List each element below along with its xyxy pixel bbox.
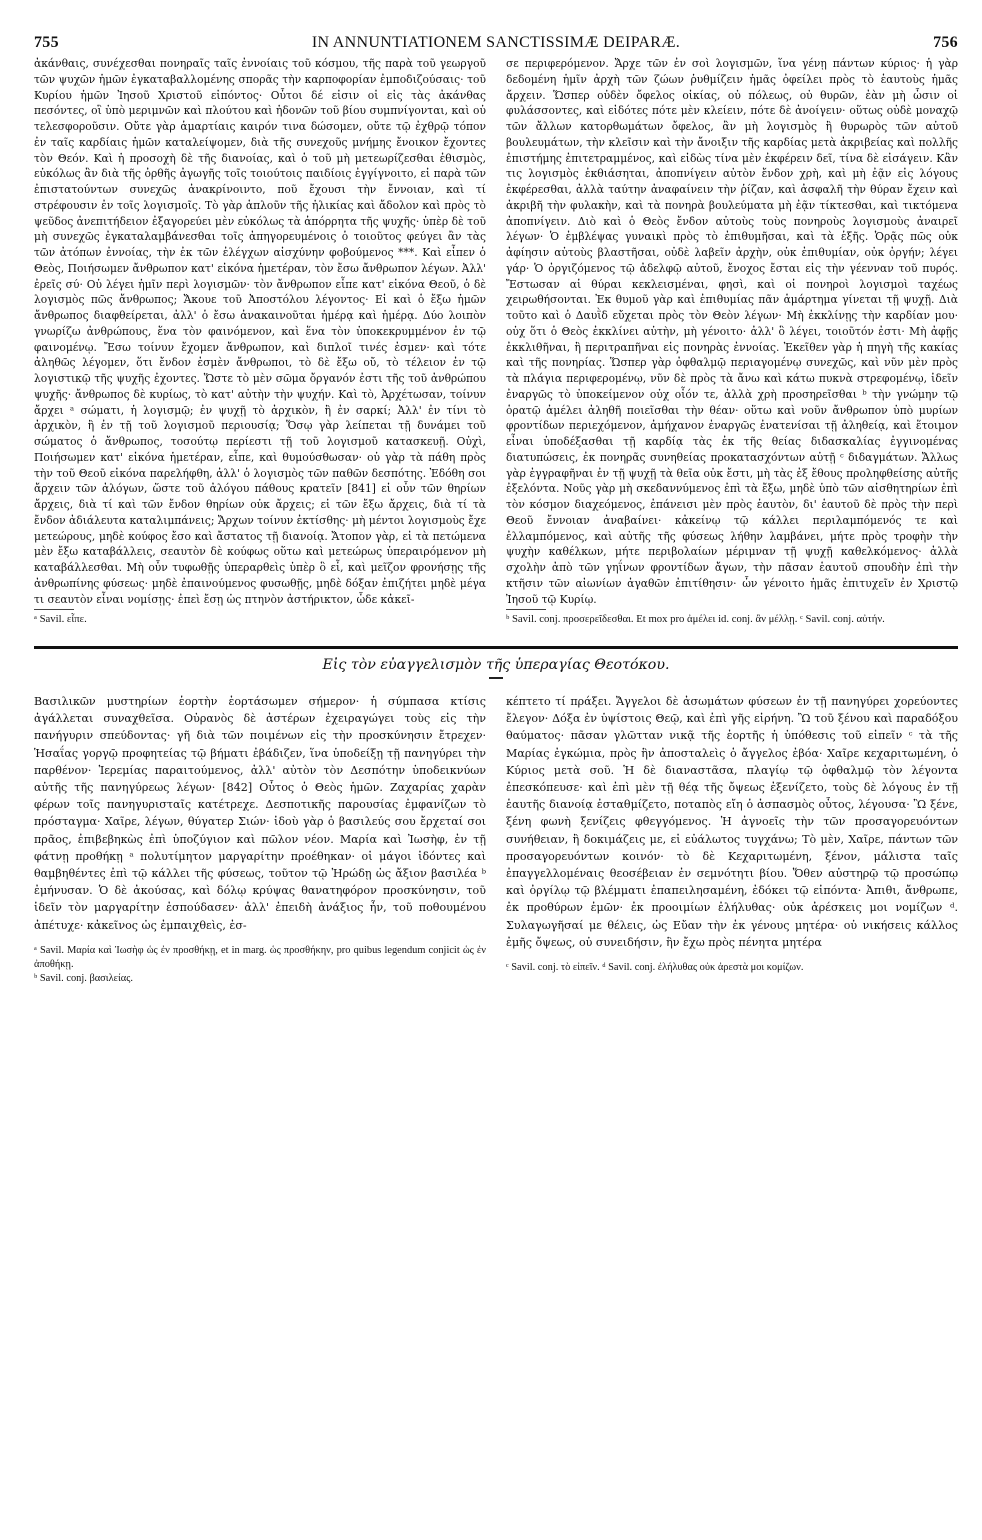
footnotes: [34, 944, 486, 986]
title-ornament-dash: [489, 677, 503, 679]
footnote-divider: [34, 609, 74, 610]
column-right: [506, 693, 958, 986]
page-number-left: 755: [34, 34, 59, 51]
body-text: κέπτετο τί πράξει. Ἄγγελοι δὲ ἀσωμάτων φύσεων ἐν τῇ πανηγύρει χορεύοντες ἔλεγον· Δόξα ἐν ὑψίστοις Θεῷ, καὶ ἐπὶ γῆς εἰρήνη. Ὢ τοῦ ξένου καὶ παραδόξου θαύματος· πᾶσαν γλῶτταν νικᾷ τῆς ἑορτῆς ἡ ὑπόθεσις τοῦ εἰπεῖν ᶜ τὰ τῆς Μαρίας ἐγκώμια, πρὸς ἣν ἀποσταλεὶς ὁ ἄγγελος ἐβόα· Χαῖρε κεχαριτωμένη, ὁ Κύριος μετὰ σοῦ. Ἡ δὲ διαναστᾶσα, πλαγίῳ τῷ ὀφθαλμῷ τὸν λέγοντα ἐπεσκόπευσε· καὶ ἐπὶ μὲν τῇ θέᾳ τῆς ὄψεως ἐξενίζετο, τοὺς δὲ λόγους ἐν τῇ ἑαυτῆς διανοίᾳ ἐσταθμίζετο, ποταπὸς εἴη ὁ ἀσπασμὸς οὗτος, λέγουσα· Ὢ ξένε, ξένη φωνὴ ξενίζεις φθεγγόμενος. Ἡ ἀγνοεῖς τὴν τῶν προσαγορευόντων συνήθειαν, ἢ δοκιμάζεις με, εἰ εὐάλωτος τυγχάνω; Τὸ μὲν, Χαῖρε, πάντων τῶν προσαγορευόντων κοινόν· τὸ δὲ Κεχαριτωμένη, ξένον, μάλιστα ταῖς ἐπαγγελλομέναις θεοσέβειαν ἐν σεμνότητι βίου. Ὅθεν αὐστηρῷ τῷ προσώπῳ καὶ ὀργίλῳ τῷ βλέμματι ἐπαπειλησαμένη, ἐδόκει τῷ εἰπόντα· Ἀπιθι, ἄνθρωπε, ἐκ προθύρων ἐμῶν· ἐκ προοιμίων ἐλήλυθας· οὐκ ἀρέσκεις μοι νομίζων ᵈ. Συλαγωγῆσαί με θέλεις, ὡς Εὔαν τὴν ἐκ γένους μητέρα· οὐ νικήσεις κάλλος ἐμῆς ὄψεως, οὐ συνειδήσιν, ἣν ἔχω πρὸς πένητα μητέρα: [506, 695, 958, 949]
footnote-divider: [506, 609, 546, 610]
bottom-columns: [34, 693, 958, 986]
body-text: σε περιφερόμενον. Ἄρχε τῶν ἐν σοὶ λογισμῶν, ἵνα γένῃ πάντων κύριος· ἡ γὰρ δεδομένη ἡμῖν ἀρχὴ τῶν ζώων ῥυθμίζειν ἡμᾶς ὀφείλει πρὸς τὸ ἑαυτοὺς ἡμᾶς ἄρχειν. Ὥσπερ οὐδὲν ὄφελος οἰκίας, οὐ πόλεως, οὐ θυρῶν, ἐὰν μὴ ὦσιν οἱ φυλάσσοντες, καὶ εἰδότες πότε μὲν κλείειν, πότε δὲ ἀνοίγειν· οὕτως οὐδὲ μοναχῷ τῶν ἄλλων κατορθωμάτων ὄφελος, ἂν μὴ λογισμὸς ἢ θυρωρὸς τῶν αὐτοῦ βουλευμάτων, τὴν κλεῖσιν καὶ τὴν ἄνοιξιν τῆς καρδίας μετὰ ἀκριβείας καὶ πολλῆς ἐπιστήμης ἐπιτετραμμένος, καὶ εἰδὼς τίνα μὲν ἐκφέρειν δεῖ, τίνα δὲ εἰσάγειν. Κἂν τις λογισμὸς ἐκθιάσηται, ἀποπνίγειν αὐτὸν ἔνδον χρὴ, καὶ μὴ ἐᾷν εἰς λόγους ἐκφέρεσθαι, ἀλλὰ ταύτην ἀναφαίνειν τὴν ῥίζαν, καὶ ἀσφαλῆ τὴν θύραν ἔχειν καὶ ἀκριβῆ τὴν φυλακὴν, καὶ τὰ πονηρὰ βουλεύματα μὴ ἐᾷν τίκτεσθαι, καὶ τικτόμενα ἀποπνίγειν. Διὸ καὶ ὁ Θεὸς ἔνδον αὐτοὺς τοὺς πονηροὺς λογισμοὺς ἀναιρεῖ λέγων· Ὁ ἐμβλέψας γυναικὶ πρὸς τὸ ἐπιθυμῆσαι, καὶ τὰ ἑξῆς. Ὁρᾷς πῶς οὐκ ἀφίησιν αὐτοὺς βλαστῆσαι, οὐδὲ λαβεῖν ἀρχὴν, οὐκ ἐπιθυμίαν, οὐκ ὀργήν; λέγει γάρ· Ὁ ὀργιζόμενος τῷ ἀδελφῷ αὐτοῦ, ἔνοχος ἔσται εἰς τὴν γέενναν τοῦ πυρός. Ἔστωσαν αἱ θύραι κεκλεισμέναι, φησὶ, καὶ οἱ πονηροὶ λογισμοὶ ταχέως χειρωθήσονται. Ἐκ θυμοῦ γὰρ καὶ ἐπιθυμίας πᾶν ἁμάρτημα γίνεται τῇ ψυχῇ. Διὰ τοῦτο καὶ ὁ Δαυῒδ εὔχεται πρὸς τὸν Θεὸν λέγων· Μὴ ἐκκλίνῃς τὴν καρδίαν μου· οὐχ ὅτι ὁ Θεὸς ἐκκλίνει αὐτὴν, μὴ γένοιτο· ἀλλ' ὃ λέγει, τοιοῦτόν ἐστι· Μὴ ἀφῇς ἐκκλιθῆναι, ἢ περιτραπῆναι εἰς πονηρὰς ἐννοίας. Ἐκεῖθεν γὰρ ἡ πηγὴ τῆς κακίας καὶ τῆς πονηρίας. Ὥσπερ γὰρ ὀφθαλμῷ περιαγομένῳ συνεχῶς, καὶ νῦν μὲν πρὸς τὰ πλάγια περιφερομένῳ, νῦν δὲ πρὸς τὰ ἄνω καὶ κάτω πυκνὰ στρεφομένῳ, ἰδεῖν ἐναργῶς τὸ ὑποκείμενον οὐχ οἷόν τε, ἀλλὰ χρὴ προσηρεῖσθαι ᵇ τὴν γνώμην τῷ ὁρατῷ ἀμέλει ἀληθῆ ποιεῖσθαι τὴν θέαν· οὕτω καὶ νοῦν ἄνθρωπον ὑπὸ μυρίων φροντίδων περιεχόμενον, ἀμήχανον ἐναργῶς ἐνατενίσαι τῇ ἀληθείᾳ, καὶ ἕτοιμον εἶναι ὑποδέξασθαι τῇ καρδίᾳ τὰς ἐκ τῆς θείας διδασκαλίας ἐγγινομένας διατυπώσεις, ἐκ πονηρᾶς συνηθείας προκατασχόντων αὐτῇ ᶜ διδαγμάτων. Ἄλλως γὰρ ἐγγραφῆναι ἐν τῇ ψυχῇ τὰ θεῖα οὐκ ἔστι, μὴ τὰς ἐξ ἔθους προληφθείσης αὐτῆς ἐξελόντα. Νοῦς γὰρ μὴ σκεδαννύμενος ἐπὶ τὰ ἔξω, μηδὲ ὑπὸ τῶν αἰσθητηρίων ἐπὶ τὸν κόσμον διαχεόμενος, ἐπάνεισι μὲν πρὸς ἑαυτὸν, δι' ἑαυτοῦ δὲ πρὸς τὴν περὶ Θεοῦ ἔννοιαν ἀναβαίνει· κἀκείνῳ τῷ κάλλει περιλαμπόμενός τε καὶ ἐλλαμπόμενος, καὶ αὐτῆς τῆς φύσεως λήθην λαμβάνει, μήτε πρὸς τροφὴν τὴν ψυχὴν καθέλκων, μήτε περιβολαίων μέριμναν τῇ ψυχῇ καθελκόμενος· ἀλλὰ σχολὴν ἀπὸ τῶν γηΐνων φροντίδων ἄγων, τὴν πᾶσαν ἑαυτοῦ σπουδὴν ἐπὶ τὴν κτῆσιν τῶν αἰωνίων ἀγαθῶν ἐπιτίθησιν· ὧν γένοιτο ἡμᾶς ἐπιτυχεῖν ἐν Χριστῷ Ἰησοῦ τῷ Κυρίῳ.: [506, 57, 958, 606]
footnote: ᵃ Savil. εἶπε.: [34, 613, 87, 626]
column-left: [34, 693, 486, 986]
footnotes: [506, 961, 958, 975]
column-right: [506, 56, 958, 628]
footnote: ᵃ Savil. Μαρία καὶ Ἰωσὴφ ὡς ἐν προσθήκῃ, et in marg. ὡς προσθήκην, pro quibus legendum conjicit ὡς ἐν ἀποθήκῃ.: [34, 944, 486, 970]
page-header: [34, 34, 958, 52]
running-title: IN ANNUNTIATIONEM SANCTISSIMÆ DEIPARÆ.: [311, 34, 681, 51]
footnote: ᶜ Savil. conj. τὸ εἰπεῖν. ᵈ Savil. conj. ἐλήλυθας οὐκ ἀρεστὰ μοι κομίζων.: [506, 962, 804, 974]
footnote: ᵇ Savil. conj. βασιλείας.: [34, 972, 133, 984]
page-number-right: 756: [933, 34, 958, 51]
column-left: [34, 56, 486, 628]
section-title: Εἰς τὸν εὐαγγελισμὸν τῆς ὑπεραγίας Θεοτόκου.: [322, 657, 670, 673]
section-rule: [34, 646, 958, 649]
footnote: ᵇ Savil. conj. προσερεῖδεσθαι. Et mox pro ἀμέλει id. conj. ἂν μέλλῃ. ᶜ Savil. conj. αὐτήν.: [506, 613, 885, 626]
body-text: ἀκάνθαις, συνέχεσθαι πονηραῖς ταῖς ἐννοίαις τοῦ κόσμου, τῆς παρὰ τοῦ γεωργοῦ τῶν ψυχῶν ἡμῶν ἐγκαταβαλλομένης σπορᾶς τὴν καρποφορίαν ἐμποδιζούσαις· τοῦ Κυρίου ἡμῶν Ἰησοῦ Χριστοῦ εἰπόντος· Οὗτοι δέ εἰσιν οἱ εἰς τὰς ἀκάνθας πεσόντες, οἳ ὑπὸ μεριμνῶν καὶ πλούτου καὶ ἡδονῶν τοῦ βίου συμπνίγονται, καὶ οὐ τελεσφοροῦσιν. Οὔτε γὰρ ἁμαρτίαις καιρόν τινα δώσομεν, οὔτε τῷ ἐχθρῷ τόπον ἐν ταῖς καρδίαις ἡμῶν καταλείψομεν, διὰ τῆς συνεχοῦς μνήμης ἔνοικον ἔχοντες τὸν Θεόν. Καὶ ἡ προσοχὴ δὲ τῆς διανοίας, καὶ ὁ τοῦ μὴ μετεωρίζεσθαι ἐθισμὸς, εὐκόλως ἂν διὰ τῆς ὀρθῆς ἀγωγῆς τοῖς τοιούτοις παιδίοις ἐγγίγνοιτο, εἰ παρὰ τῶν ἐπιστατούντων συνεχῶς ἀνακρίνοιντο, ποῦ ἔχουσι τὴν ἔννοιαν, καὶ τί στρέφουσιν ἐν τοῖς λογισμοῖς. Τὸ γὰρ ἁπλοῦν τῆς ἡλικίας καὶ ἄδολον καὶ πρὸς τὸ ψεῦδος ἀνεπιτήδειον ἐξαγορεύει μὲν εὐκόλως τὰ ἀπόρρητα τῆς ψυχῆς· ὑπὲρ δὲ τοῦ μὴ συνεχῶς ἐγκαταλαμβάνεσθαι τοῖς ἀπηγορευμένοις ὁ τοιοῦτος φεύγει ἂν τὰς τῶν ἀτόπων ἐννοίας, τὴν ἐκ τῶν ἐλέγχων αἰσχύνην φοβούμενος ***. Καὶ εἶπεν ὁ Θεὸς, Ποιήσωμεν ἄνθρωπον κατ' εἰκόνα ἡμετέραν, τὸν ἔσω ἄνθρωπον λέγων. Ἀλλ' ἐρεῖς σύ· Οὐ λέγει ἡμῖν περὶ λογισμῶν· τὸν ἄνθρωπον εἶπε κατ' εἰκόνα Θεοῦ, ὁ δὲ λογισμὸς πῶς ἄνθρωπος; Ἄκουε τοῦ Ἀποστόλου λέγοντος· Εἰ καὶ ὁ ἔξω ἡμῶν ἄνθρωπος διαφθείρεται, ἀλλ' ὁ ἔσω ἀνακαινοῦται ἡμέρᾳ καὶ ἡμέρᾳ. Δύο λοιπὸν γνωρίζω ἀνθρώπους, ἕνα τὸν φαινόμενον, καὶ ἕνα τὸν ὑποκεκρυμμένον ἐν τῷ φαινομένῳ. Ἔσω τοίνυν ἔχομεν ἄνθρωπον, καὶ διπλοῖ τινές ἐσμεν· καὶ τότε ἀληθῶς λέγομεν, ὅτι ἔνδον ἐσμὲν ἄνθρωποι, τὸ δὲ ἔξω οὔ, τὸ τέλειον ἐν τῷ λογιστικῷ τῆς ψυχῆς ἐχοντες. Ὥστε τὸ μὲν σῶμα ὄργανόν ἐστι τῆς τοῦ ἀνθρώπου ψυχῆς· ἄνθρωπος δὲ κυρίως, τὸ κατ' αὐτὴν τὴν ψυχήν. Καὶ τὸ, Ἀρχέτωσαν, τοίνυν ἄρχει ᵃ σώματι, ἡ λογισμῷ; ἐν ψυχῇ τὸ ἀρχικὸν, ἢ ἐν σαρκί; Ἀλλ' ἐν τίνι τὸ ἀρχικὸν, ἢ ἐν τῇ τοῦ λογισμοῦ περιουσίᾳ; Ὅσῳ γὰρ λείπεται τῇ δυνάμει τοῦ σώματος ὁ ἄνθρωπος, τοσούτῳ περίεστι τῇ τοῦ λογισμοῦ κατασκευῇ. Οὐχὶ, Ποιήσωμεν κατ' εἰκόνα ἡμετέραν, εἶπε, καὶ θυμούσθωσαν· οὐ γὰρ τὰ πάθη πρὸς τὴν τοῦ Θεοῦ εἰκόνα παρελήφθη, ἀλλ' ὁ λογισμὸς τῶν παθῶν δεσπότης. Ἐδόθη σοι ἄρχειν τῶν ἀλόγων, ὥστε τοῦ ἀλόγου πάθους κρατεῖν [841] εἰ οὖν τῶν θηρίων ἄρχεις, διὰ τί καὶ τῶν ἔνδον θηρίων οὐκ ἄρχεις; εἰ τῶν ἔξω ἄρχεις, διὰ τί τὰ ἔνδον ἀδιάλευτα καταλιμπάνεις; Ἄρχων τοίνυν ἐκτίσθης· μὴ μέντοι λογισμοὺς ἔχε μετεώρους, μηδὲ κούφος ἔσο καὶ ἄστατος τῇ διανοίᾳ. Ἄτοπον γὰρ, εἰ τὰ πετώμενα μὲν ἔξω καταβάλλεις, σεαυτὸν δὲ κούφως οὕτω καὶ μετεώρως ὑπεραιρόμενον μὴ καταβάλλεσθαι. Μὴ οὖν τυφωθῇς ὑπεραρθεὶς ὑπὲρ ὃ εἶ, καὶ μεῖζον φρονήσῃς τῆς ἀνθρωπίνης φύσεως· μηδὲ ἐπαινούμενος φυσωθῇς, μηδὲ δόξαν ἐπιζήτει μηδὲ μέγα τι σεαυτὸν εἶναι νομίσῃς· ἐπεὶ ἔσῃ ὡς πτηνὸν ἀστήρικτον, ὧδε κἀκεῖ-: [34, 57, 486, 606]
body-text: Βασιλικῶν μυστηρίων ἑορτὴν ἑορτάσωμεν σήμερον· ἡ σύμπασα κτίσις ἀγάλλεται συναχθεῖσα. Οὐρανὸς δὲ ἀστέρων ἐχειραγώγει τοὺς εἰς τὴν πανήγυριν σπεύδοντας· γῆ διὰ τῶν ποιμένων εἰς τὴν προσκύνησιν ἔτρεχεν· Ἡσαΐας γοργῷ προφητείας τῷ βήματι ἐβάδιζεν, ἵνα ὑποδείξῃ τῇ πανηγύρει τὴν παρθένον· Ἱερεμίας παραιτούμενος, ἀλλ' αὐτὸν τὸν Δεσπότην ὑποδεικνύων αὐτῆς τῆς πανηγύρεως λέγων· [842] Οὗτος ὁ Θεὸς ἡμῶν. Ζαχαρίας χαρὰν φέρων τοῖς πανηγυρισταῖς κατέτρεχε. Δεσποτικῆς παρουσίας ἐμφανίζων τὸ πρόσταγμα· Χαῖρε, λέγων, θύγατερ Σιών· ἰδοὺ γὰρ ὁ βασιλεύς σου ἔρχεταί σοι πρᾶος, ἐπιβεβηκὼς ἐπὶ ὑποζύγιον καὶ πῶλον νέον. Μαρία καὶ Ἰωσὴφ, ἐν τῇ φάτνῃ προθήκῃ ᵃ πολυτίμητον μαργαρίτην προέθηκαν· οἱ μάγοι ἰδόντες καὶ θαμβηθέντες ἐπὶ τῷ κάλλει τῆς φύσεως, τοῦτον τῷ Ἡρώδῃ ὡς ἄξιον βασιλέα ᵇ ἐμήνυσαν. Ὁ δὲ ἀκούσας, καὶ δόλῳ κρύψας θανατηφόρον προσκύνησιν, τοῦ ἰδεῖν τὸν μαργαρίτην ἐσπούδασεν· ἀλλ' ἐπειδὴ ἀνάξιος ἦν, τοῦ ποθουμένου ἀπέτυχε· κἀκεῖνος ὡς ἐμπαιχθεὶς, ἐσ-: [34, 695, 486, 932]
top-columns: [34, 56, 958, 628]
